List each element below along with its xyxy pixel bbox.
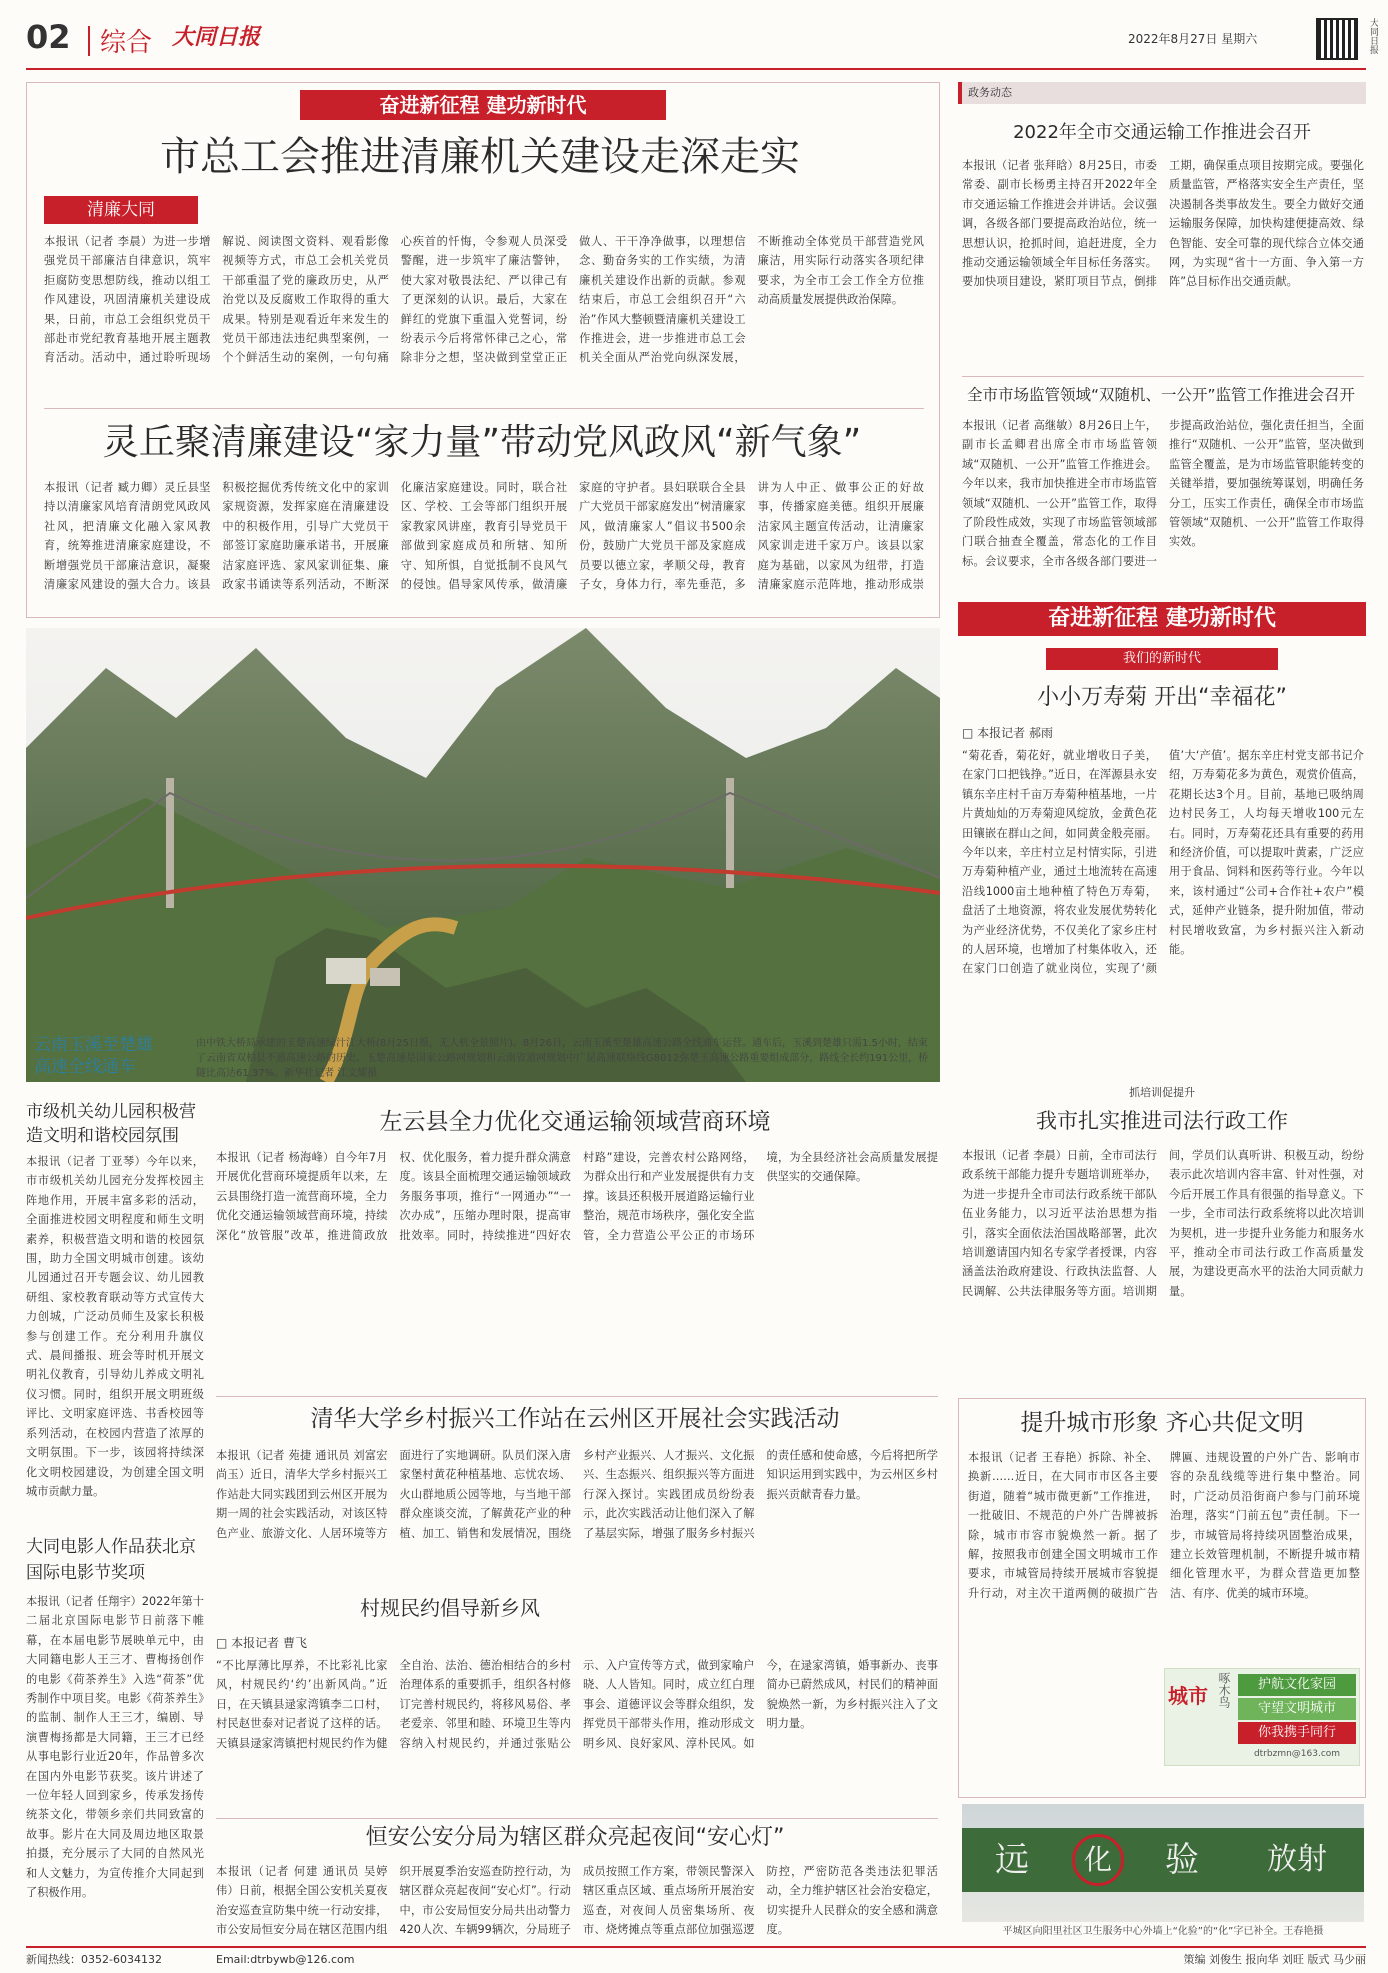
- photo-title-line1: 云南玉溪至楚雄: [34, 1035, 153, 1055]
- issue-date: 2022年8月27日 星期六: [1128, 32, 1258, 46]
- a1-title: 市总工会推进清廉机关建设走深走实: [160, 134, 800, 180]
- a3-title: 2022年全市交通运输工作推进会召开: [1013, 122, 1311, 143]
- a10-body: 本报讯（记者 王春艳）拆除、补全、换新……近日，在大同市市区各主要街道，随着“城市微更新”工作推进，一批破旧、不规范的户外广告牌被拆除，城市市容市貌焕然一新。据了解，按照我市创建全国文明城市工作要求，市城管局持续开展城市容貌提升行动，对主次干道两侧的破损广告牌匾、违规设置的户外广告、影响市容的杂乱线缆等进行集中整治。同时，广泛动员沿街商户参与门前环境治理，落实“门前五包”责任制。下一步，市城管局将持续巩固整治成果，建立长效管理机制，不断提升城市精细化管理水平，为群众营造更加整洁、有序、优美的城市环境。: [968, 1451, 1360, 1600]
- a13-title: 恒安公安分局为辖区群众亮起夜间“安心灯”: [365, 1825, 785, 1850]
- divider: [216, 1396, 938, 1397]
- a9-title: 清华大学乡村振兴工作站在云州区开展社会实践活动: [310, 1406, 840, 1432]
- ad-left-text: 城市: [1168, 1684, 1208, 1708]
- divider: [44, 408, 924, 409]
- page-number: 02: [26, 18, 71, 56]
- main-banner: 奋进新征程 建功新时代: [300, 90, 666, 120]
- a1-tag: 清廉大同: [44, 196, 198, 224]
- bridge-photo: [26, 628, 940, 1082]
- a2-body: 本报讯（记者 臧力卿）灵丘县坚持以清廉家风培育清朗党风政风社风，把清廉文化融入家风教育，统筹推进清廉家庭建设，不断增强党员干部廉洁意识，凝聚清廉家风建设的强大合力。该县积极挖掘优秀传统文化中的家训家规资源，发挥家庭在清廉建设中的积极作用，引导广大党员干部签订家庭助廉承诺书，开展廉洁家庭评选、家风家训征集、廉政家书诵读等系列活动，不断深化廉洁家庭建设。同时，联合社区、学校、工会等部门组织开展家教家风讲座，教育引导党员干部做到家庭成员和所辖、知所守、知所惧，自觉抵制不良风气的侵蚀。倡导家风传承，做清廉家庭的守护者。县妇联联合全县广大党员干部家庭发出“树清廉家风，做清廉家人”倡议书500余份，鼓励广大党员干部及家庭成员要以德立家，孝顺父母，教育子女，身体力行，率先垂范，多讲为人中正、做事公正的好故事，传播家庭美德。组织开展廉洁家风主题宣传活动，让清廉家风家训走进千家万户。该县以家庭为基础，以家风为纽带，打造清廉家庭示范阵地，推动形成崇: [44, 481, 924, 592]
- a3-tag: 政务动态: [968, 86, 1012, 99]
- footer-credits: 策编 刘俊生 报向华 刘旺 版式 马少丽: [1183, 1953, 1366, 1966]
- a5-title: 小小万寿菊 开出“幸福花”: [1037, 685, 1287, 710]
- a5-subbanner: 我们的新时代: [1046, 648, 1278, 670]
- a13-body: 本报讯（记者 何建 通讯员 吴婷伟）日前，根据全国公安机关夏夜治安巡查宣防集中统一行动安排，市公安局恒安分局在辖区范围内组织开展夏季治安巡查防控行动，为辖区群众亮起夜间“安心灯”。行动中，市公安局恒安分局共出动警力420人次、车辆99辆次，分局班子成员按照工作方案，带领民警深入辖区重点区域、重点场所开展治安巡查，对夜间人员密集场所、夜市、烧烤摊点等重点部位加强巡逻防控，严密防范各类违法犯罪活动，全力维护辖区社会治安稳定，切实提升人民群众的安全感和满意度。: [216, 1865, 938, 1937]
- divider: [88, 26, 90, 56]
- a5-banner: 奋进新征程 建功新时代: [958, 602, 1366, 636]
- sign-char-3: 验: [1165, 1840, 1199, 1880]
- qr-label: 大同日报: [1368, 18, 1378, 54]
- sign-photo: [962, 1804, 1364, 1922]
- a5-body: “菊花香，菊花好，就业增收日子美，在家门口把钱挣。”近日，在浑源县永安镇东辛庄村千亩万寿菊种植基地，一片片黄灿灿的万寿菊迎风绽放，金黄色花田镶嵌在群山之间，如同黄金般亮丽。今年以来，辛庄村立足村情实际，引进万寿菊种植产业，通过土地流转在高速沿线1000亩土地种植了特色万寿菊，盘活了土地资源，将农业发展优势转化为产业经济优势，不仅美化了家乡庄村的人居环境，也增加了村集体收入，还在家门口创造了就业岗位，实现了‘颜值’大‘产值’。据东辛庄村党支部书记介绍，万寿菊花多为黄色，观赏价值高，花期长达3个月。目前，基地已吸纳周边村民务工，人均每天增收100元左右。同时，万寿菊花还具有重要的药用和经济价值，可以提取叶黄素，广泛应用于食品、饲料和医药等行业。今年以来，该村通过“公司+合作社+农户”模式，延伸产业链条，提升附加值，带动村民增收致富，为乡村振兴注入新动能。: [962, 749, 1364, 976]
- a6-body: 本报讯（记者 李晨）日前，全市司法行政系统干部能力提升专题培训班举办，为进一步提升全市司法行政系统干部队伍业务能力，以习近平法治思想为指引，落实全面依法治国战略部署，此次培训邀请国内知名专家学者授课，内容涵盖法治政府建设、行政执法监督、人民调解、公共法律服务等方面。培训期间，学员们认真听讲、积极互动，纷纷表示此次培训内容丰富、针对性强，对今后开展工作具有很强的指导意义。下一步，全市司法行政系统将以此次培训为契机，进一步提升业务能力和服务水平，推动全市司法行政工作高质量发展，为建设更高水平的法治大同贡献力量。: [962, 1149, 1364, 1298]
- footer-email[interactable]: Email:dtrbywb@126.com: [216, 1953, 355, 1966]
- section-name: 综合: [100, 28, 153, 58]
- ad-line1: 护航文化家园: [1238, 1674, 1356, 1696]
- a3-body: 本报讯（记者 张拜晗）8月25日，市委常委、副市长杨勇主持召开2022年全市交通运输工作推进会并讲话。会议强调，各级各部门要提高政治站位，统一思想认识，抢抓时间，追赶进度，全力推动交通运输领域全年目标任务落实。要加快项目建设，紧盯项目节点，倒排工期，确保重点项目按期完成。要强化质量监管，严格落实安全生产责任，坚决遏制各类事故发生。要全力做好交通运输服务保障，加快构建便捷高效、绿色智能、安全可靠的现代综合立体交通网，为实现“省十一方面、争入第一方阵”总目标作出交通贡献。: [962, 159, 1364, 289]
- a8-title: 左云县全力优化交通运输领域营商环境: [379, 1109, 771, 1135]
- footer-hotline: 新闻热线：0352-6034132: [26, 1953, 162, 1966]
- a1-body: 本报讯（记者 李晨）为进一步增强党员干部廉洁自律意识，筑牢拒腐防变思想防线，推动以组工作风建设，巩固清廉机关建设成果，日前，市总工会组织党员干部赴市党纪教育基地开展主题教育活动。活动中，通过聆听现场解说、阅读图文资料、观看影像视频等方式，市总工会机关党员干部重温了党的廉政历史，从严治党以及反腐败工作取得的重大成果。特别是观看近年来发生的党员干部违法违纪典型案例，一个个鲜活生动的案例，一句句痛心疾首的忏悔，令参观人员深受警醒，进一步筑牢了廉洁警钟，使大家对敬畏法纪、严以律己有了更深刻的认识。最后，大家在鲜红的党旗下重温入党誓词，纷纷表示今后将常怀律己之心，常除非分之想，坚决做到堂堂正正做人、干干净净做事，以理想信念、勤奋务实的工作实绩，为清廉机关建设作出新的贡献。参观结束后，市总工会组织召开“六治”作风大整顿暨清廉机关建设工作推进会，进一步推进市总工会机关全面从严治党向纵深发展，不断推动全体党员干部营造党风廉洁，用实际行动落实各项纪律要求，为全市工会工作全方位推动高质量发展提供政治保障。: [44, 235, 924, 365]
- a12-title: 村规民约倡导新乡风: [360, 1596, 540, 1620]
- photo-title-line2: 高速全线通车: [34, 1057, 136, 1077]
- ad-mid-text: 啄木鸟: [1217, 1672, 1231, 1708]
- a7-title: 市级机关幼儿园积极营造文明和谐校园氛围: [26, 1102, 196, 1146]
- a6-title: 我市扎实推进司法行政工作: [1036, 1109, 1288, 1133]
- a12-body: “不比厚薄比厚养，不比彩礼比家风，村规民约‘约’出新风尚。”近日，在天镇县逯家湾镇李二口村，村民赵世泰对记者说了这样的话。天镇县逯家湾镇把村规民约作为健全自治、法治、德治相结合的乡村治理体系的重要抓手，组织各村修订完善村规民约，将移风易俗、孝老爱亲、邻里和睦、环境卫生等内容纳入村规民约，并通过张贴公示、入户宣传等方式，做到家喻户晓、人人皆知。同时，成立红白理事会、道德评议会等群众组织，发挥党员干部带头作用，推动形成文明乡风、良好家风、淳朴民风。如今，在逯家湾镇，婚事新办、丧事简办已蔚然成风，村民们的精神面貌焕然一新，为乡村振兴注入了文明力量。: [216, 1659, 938, 1750]
- bridge-photo-graphic: [26, 628, 940, 1082]
- photo-caption: 由中铁大桥局承建的玉楚高速绿汁江大桥(8月25日摄，无人机全景照片)。8月26日，云南玉溪至楚雄高速公路全线通车运营。通车后，玉溪到楚雄只需1.5小时，结束了云南省双柏县不通高速公路的历史。玉楚高速是国家公路网规划和云南省道网规划中广昆高速联络线G8012弥楚玉高速公路重要组成部分，路线全长约191公里，桥隧比高达61.37%。新华社记者 江文耀摄: [196, 1038, 929, 1079]
- divider: [962, 376, 1364, 377]
- a9-body: 本报讯（记者 苑捷 通讯员 刘富宏 尚玉）近日，清华大学乡村振兴工作站赴大同实践团到云州区开展为期一周的社会实践活动，对该区特色产业、旅游文化、人居环境等方面进行了实地调研。队员们深入唐家堡村黄花种植基地、忘忧农场、火山群地质公园等地，与当地干部群众座谈交流，了解黄花产业的种植、加工、销售和发展情况，围绕乡村产业振兴、人才振兴、文化振兴、生态振兴、组织振兴等方面进行深入探讨。实践团成员纷纷表示，此次实践活动让他们深入了解了基层实际，增强了服务乡村振兴的责任感和使命感，今后将把所学知识运用到实践中，为云州区乡村振兴贡献青春力量。: [216, 1449, 938, 1540]
- ad-line2: 守望文明城市: [1238, 1698, 1356, 1720]
- sign-char-1: 远: [995, 1840, 1029, 1880]
- a11-body: 本报讯（记者 任翔宇）2022年第十二届北京国际电影节日前落下帷幕，在本届电影节展映单元中，由大同籍电影人王三才、曹梅扬创作的电影《荷茶养生》入选“荷茶”优秀制作中项目奖。电影《荷茶养生》的监制、制作人王三才，编剧、导演曹梅扬都是大同籍，王三才已经从事电影行业近20年，作品曾多次在国内外电影节获奖。该片讲述了一位年轻人回到家乡，传承发扬传统茶文化，带领乡亲们共同致富的故事。影片在大同及周边地区取景拍摄，充分展示了大同的自然风光和人文魅力，为宣传推介大同起到了积极作用。: [26, 1595, 204, 1900]
- sign-char-4: 放射: [1267, 1842, 1327, 1877]
- qr-code: [1316, 18, 1358, 60]
- ad-email[interactable]: dtrbzmn@163.com: [1253, 1749, 1341, 1759]
- sign-photo-caption: 平城区向阳里社区卫生服务中心外墙上“化验”的“化”字已补全。王春艳摄: [1002, 1926, 1324, 1937]
- divider: [216, 1818, 938, 1819]
- sign-char-2: 化: [1072, 1834, 1124, 1886]
- a8-body: 本报讯（记者 杨海峰）自今年7月开展优化营商环境提质年以来，左云县围绕打造一流营商环境，全力优化交通运输领域营商环境，持续深化“放管服”改革，推进简政放权、优化服务，着力提升群众满意度。该县全面梳理交通运输领域政务服务事项，推行“一网通办”“一次办成”，压缩办理时限，提高审批效率。同时，持续推进“四好农村路”建设，完善农村公路网络，为群众出行和产业发展提供有力支撑。该县还积极开展道路运输行业整治，规范市场秩序，强化安全监管，全力营造公平公正的市场环境，为全县经济社会高质量发展提供坚实的交通保障。: [216, 1151, 938, 1242]
- a5-byline: □ 本报记者 郝雨: [962, 726, 1053, 740]
- footer-rule: [26, 1946, 1366, 1948]
- a12-byline: □ 本报记者 曹飞: [216, 1636, 307, 1650]
- a6-tag: 抓培训促提升: [1129, 1086, 1195, 1099]
- a2-title: 灵丘聚清廉建设“家力量”带动党风政风“新气象”: [102, 422, 862, 463]
- a11-title: 大同电影人作品获北京国际电影节奖项: [26, 1537, 196, 1583]
- paper-logo: 大同日报: [172, 24, 261, 50]
- a4-body: 本报讯（记者 高继敏）8月26日上午，副市长孟卿君出席全市市场监管领域“双随机、一公开”监管工作推进会。今年以来，我市加快推进全市市场监管领域“双随机、一公开”监管工作，取得了阶段性成效，实现了市场监管领域部门联合抽查全覆盖，常态化的工作目标。会议要求，全市各级各部门要进一步提高政治站位，强化责任担当，全面推行“双随机、一公开”监管，坚决做到监管全覆盖，是为市场监管职能转变的关键举措，要加强统筹谋划，明确任务分工，压实工作责任，确保全市市场监管领域“双随机、一公开”监管工作取得实效。: [962, 419, 1364, 568]
- a4-title: 全市市场监管领域“双随机、一公开”监管工作推进会召开: [966, 386, 1356, 404]
- photo-title: [34, 1034, 184, 1080]
- a10-title: 提升城市形象 齐心共促文明: [1020, 1410, 1304, 1436]
- masthead-rule: [26, 68, 1366, 70]
- a7-body: 本报讯（记者 丁亚琴）今年以来，市市级机关幼儿园充分发挥校园主阵地作用，开展丰富多彩的活动，全面推进校园文明程度和师生文明素养，积极营造文明和谐的校园氛围，助力全国文明城市创建。该幼儿园通过召开专题会议、幼儿园教研组、家校教育联动等方式宣传大力创城，广泛动员师生及家长积极参与创建工作。充分利用升旗仪式、晨间播报、班会等时机开展文明礼仪教育，引导幼儿养成文明礼仪习惯。同时，组织开展文明班级评比、文明家庭评选、书香校园等系列活动，在校园内营造了浓厚的文明氛围。下一步，该园将持续深化文明校园建设，为创建全国文明城市贡献力量。: [26, 1155, 204, 1498]
- ad-line3: 你我携手同行: [1238, 1722, 1356, 1744]
